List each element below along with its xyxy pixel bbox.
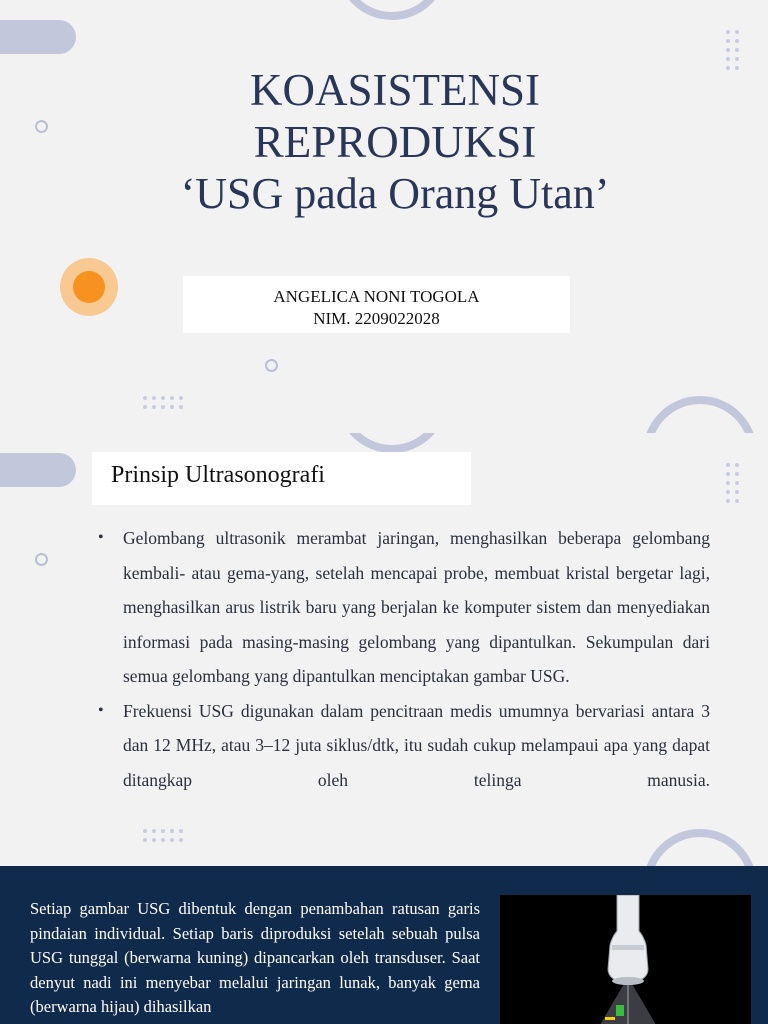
pill-decoration <box>0 20 76 54</box>
pill-decoration <box>0 453 76 487</box>
dot-grid-decoration <box>143 396 183 409</box>
bullet-item: • Frekuensi USG digunakan dalam pencitraan medis umumnya bervariasi antara 3 dan 12 MHz, atau 3–12 juta siklus/dtk, itu sudah cukup melampaui apa yang dapat ditangkap oleh telinga manusia. <box>98 694 710 798</box>
dot-grid-decoration <box>726 463 739 503</box>
author-name: ANGELICA NONI TOGOLA <box>273 287 480 306</box>
author-nim: NIM. 2209022028 <box>313 309 440 328</box>
bottom-arc-decoration <box>643 829 757 866</box>
top-arc-decoration <box>336 0 448 20</box>
ultrasound-image <box>500 895 751 1024</box>
top-arc-decoration <box>336 433 448 453</box>
principle-slide <box>0 433 768 866</box>
title-line: KOASISTENSI <box>249 65 541 115</box>
section-heading-box <box>92 452 471 505</box>
slide-title <box>0 64 768 220</box>
ultrasound-transducer-icon <box>500 895 751 1024</box>
bottom-arc-decoration <box>643 396 757 433</box>
scanline-paragraph: Setiap gambar USG dibentuk dengan penambahan ratusan garis pindaian individual. Setiap baris diproduksi setelah sebuah pulsa USG tunggal (berwarna kuning) dipancarkan oleh transduser. Saat denyut nadi ini menyebar melalui jaringan lunak, banyak gema (berwarna hijau) dihasilkan <box>30 899 480 1016</box>
bullet-list <box>98 521 710 797</box>
orange-circle-core <box>73 271 105 303</box>
title-subtitle: ‘USG pada Orang Utan’ <box>180 169 610 218</box>
scanline-slide <box>0 866 768 1024</box>
title-line: REPRODUKSI <box>253 117 537 167</box>
small-ring-decoration <box>35 553 48 566</box>
bullet-item: • Gelombang ultrasonik merambat jaringan, menghasilkan beberapa gelombang kembali- atau gema-yang, setelah mencapai probe, membuat kristal bergetar lagi, menghasilkan arus listrik baru yang berjalan ke komputer sistem dan menyediakan informasi pada masing-masing gelombang yang dipantulkan. Sekumpulan dari semua gelombang yang dipantulkan menciptakan gambar USG. <box>98 521 710 694</box>
title-slide <box>0 0 768 433</box>
dot-grid-decoration <box>143 829 183 842</box>
author-box <box>183 276 570 333</box>
section-heading: Prinsip Ultrasonografi <box>111 462 325 488</box>
small-ring-decoration <box>265 359 278 372</box>
